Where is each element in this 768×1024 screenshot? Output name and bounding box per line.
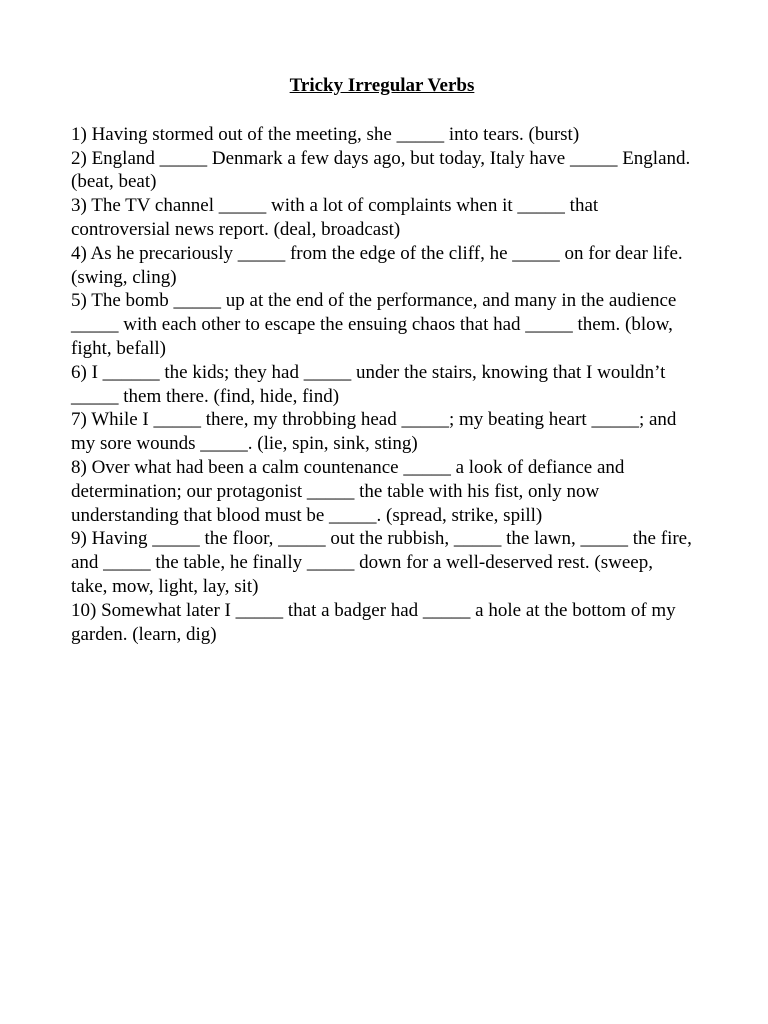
exercise-item-6: 6) I ______ the kids; they had _____ under the stairs, knowing that I wouldn’t _____ them there. (find, hide, find) (71, 361, 666, 407)
exercise-item-1: 1) Having stormed out of the meeting, she _____ into tears. (burst) (71, 123, 580, 145)
exercise-list (71, 123, 693, 647)
exercise-item-4: 4) As he precariously _____ from the edge of the cliff, he _____ on for dear life. (swing, cling) (71, 242, 683, 288)
exercise-item-7: 7) While I _____ there, my throbbing head _____; my beating heart _____; and my sore wounds _____. (lie, spin, sink, sting) (71, 409, 677, 455)
worksheet-page (71, 74, 693, 646)
exercise-item-10: 10) Somewhat later I _____ that a badger had _____ a hole at the bottom of my garden. (learn, dig) (71, 599, 676, 645)
exercise-item-2: 2) England _____ Denmark a few days ago, but today, Italy have _____ England. (beat, beat) (71, 147, 691, 193)
exercise-item-9: 9) Having _____ the floor, _____ out the rubbish, _____ the lawn, _____ the fire, and _____ the table, he finally _____ down for a well-deserved rest. (sweep, take, mow, light, lay, sit) (71, 528, 692, 597)
exercise-item-8: 8) Over what had been a calm countenance _____ a look of defiance and determination; our protagonist _____ the table with his fist, only now understanding that blood must be _____. (spread, strike, spill) (71, 456, 625, 526)
exercise-item-5: 5) The bomb _____ up at the end of the performance, and many in the audience _____ with each other to escape the ensuing chaos that had _____ them. (blow, fight, befall) (71, 290, 677, 359)
exercise-item-3: 3) The TV channel _____ with a lot of complaints when it _____ that controversial news report. (deal, broadcast) (71, 195, 599, 240)
worksheet-title: Tricky Irregular Verbs (289, 75, 475, 96)
